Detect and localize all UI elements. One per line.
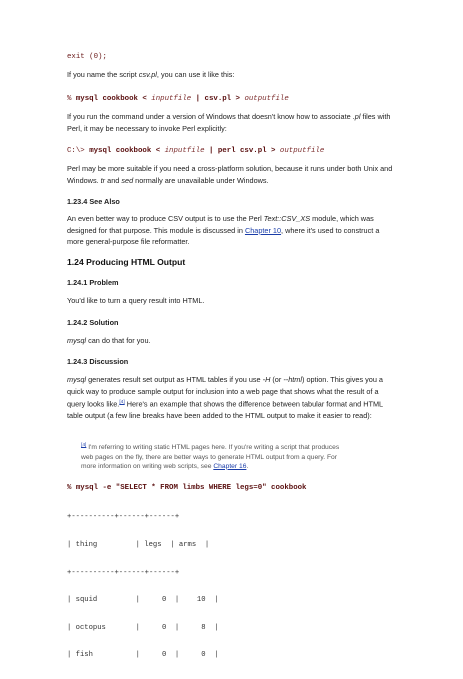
paragraph-windows: If you run the command under a version of Windows that doesn't know how to associate .pl files with Perl, it may be necessary to invoke Perl explicitly:: [67, 112, 391, 133]
heading-problem: 1.24.1 Problem: [67, 278, 119, 287]
table-row: | squid | 0 | 10 |: [67, 596, 219, 605]
paragraph-problem: You'd like to turn a query result into HTML.: [67, 296, 205, 305]
command-line-3: % mysql -e "SELECT * FROM limbs WHERE legs=0" cookbook: [67, 484, 307, 492]
section-heading: 1.24 Producing HTML Output: [67, 257, 186, 267]
script-filename: csv.pl: [138, 70, 157, 79]
footnote-ref-link[interactable]: [4]: [119, 400, 125, 405]
chapter-16-link[interactable]: Chapter 16: [213, 462, 247, 470]
heading-discussion: 1.24.3 Discussion: [67, 357, 129, 366]
code-exit: exit (0);: [67, 53, 107, 61]
command-line-2: C:\> mysql cookbook < inputfile | perl csv.pl > outputfile: [67, 147, 325, 155]
footnote: [4] I'm referring to writing static HTML pages here. If you're writing a script that produces web pages on the fly, there are better ways to generate HTML output from a query. For more information on writing web scripts, see Chapter 16.: [81, 443, 340, 470]
table-border: +----------+------+------+: [67, 568, 180, 577]
command-line-1: % mysql cookbook < inputfile | csv.pl > outputfile: [67, 95, 289, 103]
paragraph-see-also: An even better way to produce CSV output is to use the Perl Text::CSV_XS module, which was designed for that purpose. This module is discussed in Chapter 10, where it's used to construct a more general-purpose file reformatter.: [67, 214, 380, 246]
table-row: | fish | 0 | 0 |: [67, 651, 219, 660]
table-row: | octopus | 0 | 8 |: [67, 623, 219, 632]
heading-see-also: 1.23.4 See Also: [67, 197, 120, 206]
paragraph-discussion: mysql generates result set output as HTML tables if you use -H (or --html) option. This gives you a quick way to produce sample output for inclusion into a web page that shows what the result of a query looks like.[4] Here's an example that shows the difference between tabular format and HTML table output (a few line breaks have been added to the HTML output to make it easier to read):: [67, 375, 383, 420]
table-header-row: | thing | legs | arms |: [67, 541, 210, 550]
heading-solution: 1.24.2 Solution: [67, 318, 119, 327]
paragraph-perl: Perl may be more suitable if you need a cross-platform solution, because it runs under both Unix and Windows. tr and sed normally are unavailable under Windows.: [67, 164, 393, 185]
chapter-10-link[interactable]: Chapter 10: [244, 225, 282, 235]
paragraph-name-script: If you name the script csv.pl, you can use it like this:: [67, 70, 235, 79]
footnote-backref-link[interactable]: [4]: [81, 443, 87, 448]
table-border: +----------+------+------+: [67, 513, 180, 522]
paragraph-solution: mysql can do that for you.: [67, 336, 151, 345]
result-table: [67, 495, 219, 679]
